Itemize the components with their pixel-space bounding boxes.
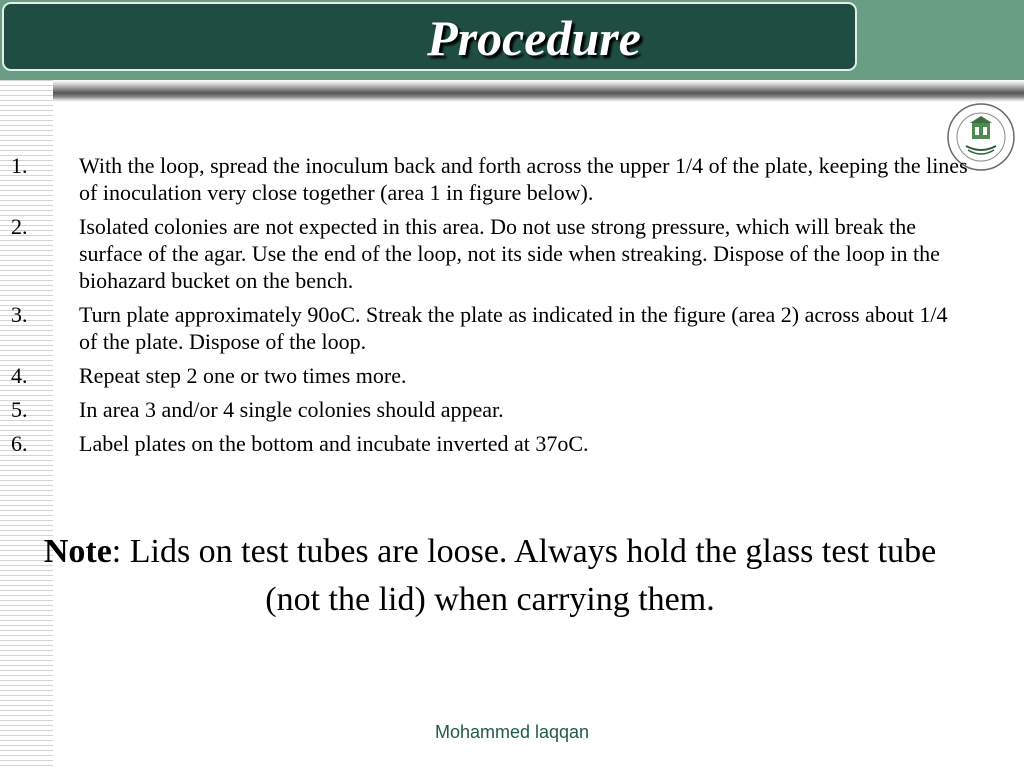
list-item: [0, 396, 970, 423]
title-box: [2, 2, 857, 71]
step-number: 4.: [11, 363, 28, 388]
note-text: : Lids on test tubes are loose. Always hold the glass test tube (not the lid) when carrying them.: [111, 533, 937, 618]
step-text: Turn plate approximately 90oC. Streak the plate as indicated in the figure (area 2) across about 1/4 of the plate. Dispose of the loop.: [79, 302, 948, 354]
step-text: With the loop, spread the inoculum back and forth across the upper 1/4 of the plate, keeping the lines of inoculation very close together (area 1 in figure below).: [79, 153, 968, 205]
step-number: 2.: [11, 214, 28, 239]
list-item: [0, 430, 970, 457]
header-divider: [0, 80, 1024, 102]
step-number: 6.: [11, 431, 28, 456]
step-number: 1.: [11, 153, 28, 178]
list-item: [0, 301, 970, 355]
footer-author: Mohammed laqqan: [434, 722, 590, 742]
list-item: [0, 213, 970, 294]
step-text: Isolated colonies are not expected in this area. Do not use strong pressure, which will break the surface of the agar. Use the end of the loop, not its side when streaking. Dispose of the loop in the biohazard bucket on the bench.: [79, 214, 940, 293]
step-text: In area 3 and/or 4 single colonies should appear.: [79, 397, 504, 422]
safety-note: [40, 528, 940, 624]
step-text: Label plates on the bottom and incubate inverted at 37oC.: [79, 431, 589, 456]
step-text: Repeat step 2 one or two times more.: [79, 363, 407, 388]
list-item: [0, 362, 970, 389]
procedure-steps-list: [0, 152, 970, 464]
note-label: Note: [43, 533, 112, 570]
step-number: 3.: [11, 302, 28, 327]
list-item: [0, 152, 970, 206]
step-number: 5.: [11, 397, 28, 422]
page-title: Procedure: [427, 10, 641, 66]
